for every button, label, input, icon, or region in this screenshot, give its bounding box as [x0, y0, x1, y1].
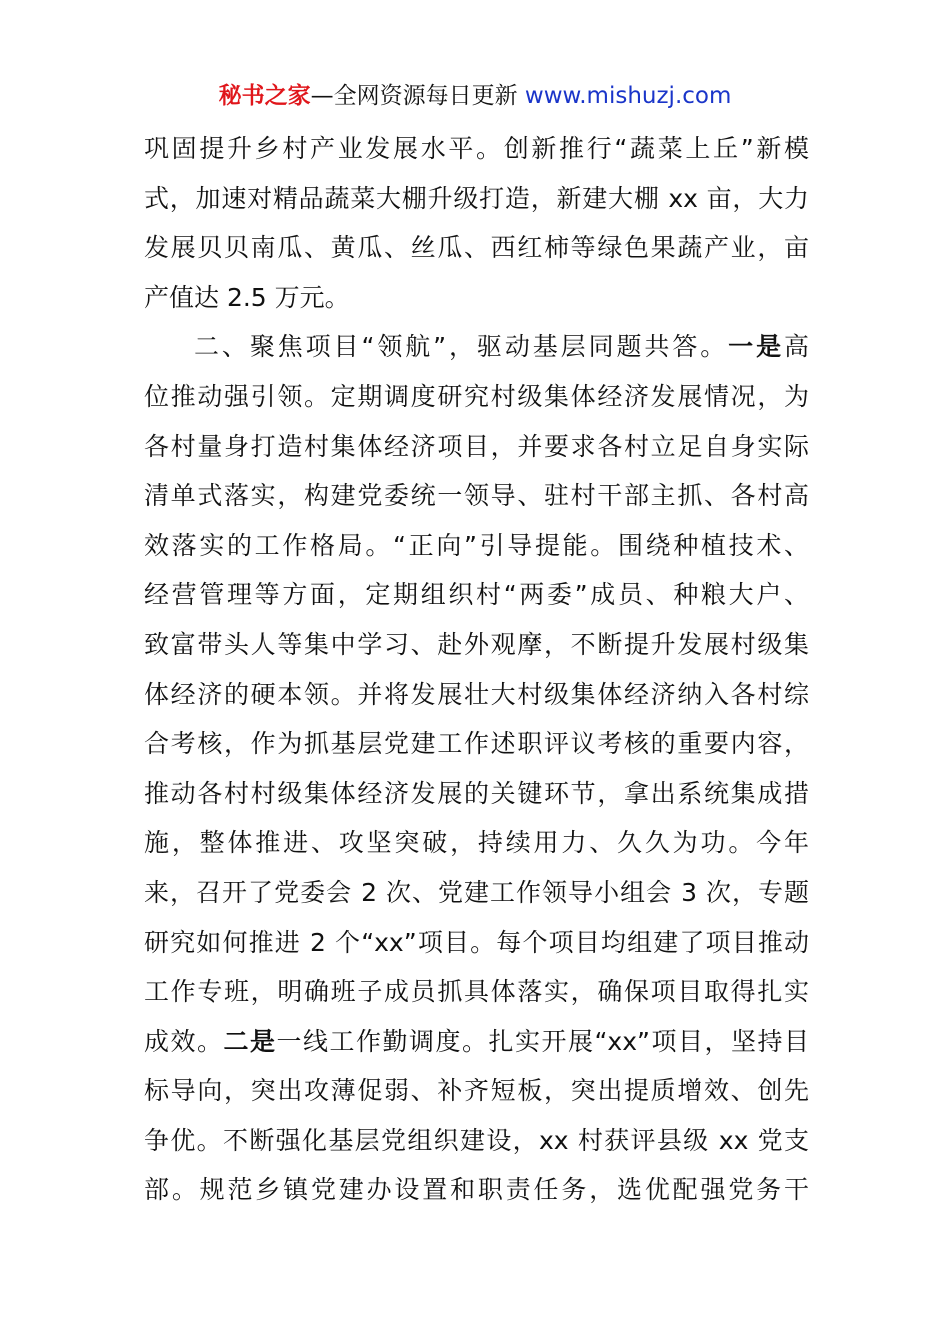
text-line: 施，整体推进、攻坚突破，持续用力、久久为功。今年	[144, 828, 809, 858]
text-line: 争优。不断强化基层党组织建设，xx 村获评县级 xx 党支	[144, 1125, 809, 1155]
section-heading: 二、聚焦项目“领航”，驱动基层同题共答。	[194, 332, 729, 362]
site-header	[0, 80, 950, 112]
site-url-link[interactable]: www.mishuzj.com	[524, 83, 732, 109]
text-line: 标导向，突出攻薄促弱、补齐短板，突出提质增效、创先	[144, 1076, 809, 1106]
text-line: 部。规范乡镇党建办设置和职责任务，选优配强党务干	[144, 1175, 809, 1205]
text-line: 工作专班，明确班子成员抓具体落实，确保项目取得扎实	[144, 977, 809, 1007]
text-line: 合考核，作为抓基层党建工作述职评议考核的重要内容，	[144, 729, 809, 759]
point-two-label: 二是	[223, 1026, 277, 1056]
site-name: 秘书之家	[218, 83, 311, 109]
text-fragment: 高	[783, 332, 809, 362]
text-line: 来，召开了党委会 2 次、党建工作领导小组会 3 次，专题	[144, 877, 809, 907]
text-line: 产值达 2.5 万元。	[144, 282, 350, 312]
text-fragment: 成效。	[144, 1026, 224, 1056]
text-line: 巩固提升乡村产业发展水平。创新推行“蔬菜上丘”新模	[144, 134, 809, 163]
text-line: 经营管理等方面，定期组织村“两委”成员、种粮大户、	[144, 580, 809, 610]
text-line: 位推动强引领。定期调度研究村级集体经济发展情况，为	[144, 381, 809, 411]
document-body	[144, 124, 809, 1215]
text-line: 推动各村村级集体经济发展的关键环节，拿出系统集成措	[144, 778, 809, 808]
text-line	[144, 1017, 809, 1067]
text-line: 发展贝贝南瓜、黄瓜、丝瓜、西红柿等绿色果蔬产业，亩	[144, 233, 809, 263]
text-line: 效落实的工作格局。“正向”引导提能。围绕种植技术、	[144, 530, 809, 560]
section-heading-line	[144, 322, 809, 372]
text-fragment: 一线工作勤调度。扎实开展“xx”项目，坚持目	[276, 1026, 809, 1056]
text-line: 体经济的硬本领。并将发展壮大村级集体经济纳入各村综	[144, 679, 809, 709]
site-tagline: —全网资源每日更新	[310, 83, 525, 109]
text-line: 各村量身打造村集体经济项目，并要求各村立足自身实际	[144, 431, 809, 461]
text-line: 清单式落实，构建党委统一领导、驻村干部主抓、各村高	[144, 481, 809, 511]
point-one-label: 一是	[728, 332, 784, 362]
text-line: 研究如何推进 2 个“xx”项目。每个项目均组建了项目推动	[144, 927, 809, 957]
text-line: 式，加速对精品蔬菜大棚升级打造，新建大棚 xx 亩，大力	[144, 183, 809, 213]
text-line: 致富带头人等集中学习、赴外观摩，不断提升发展村级集	[144, 629, 809, 659]
